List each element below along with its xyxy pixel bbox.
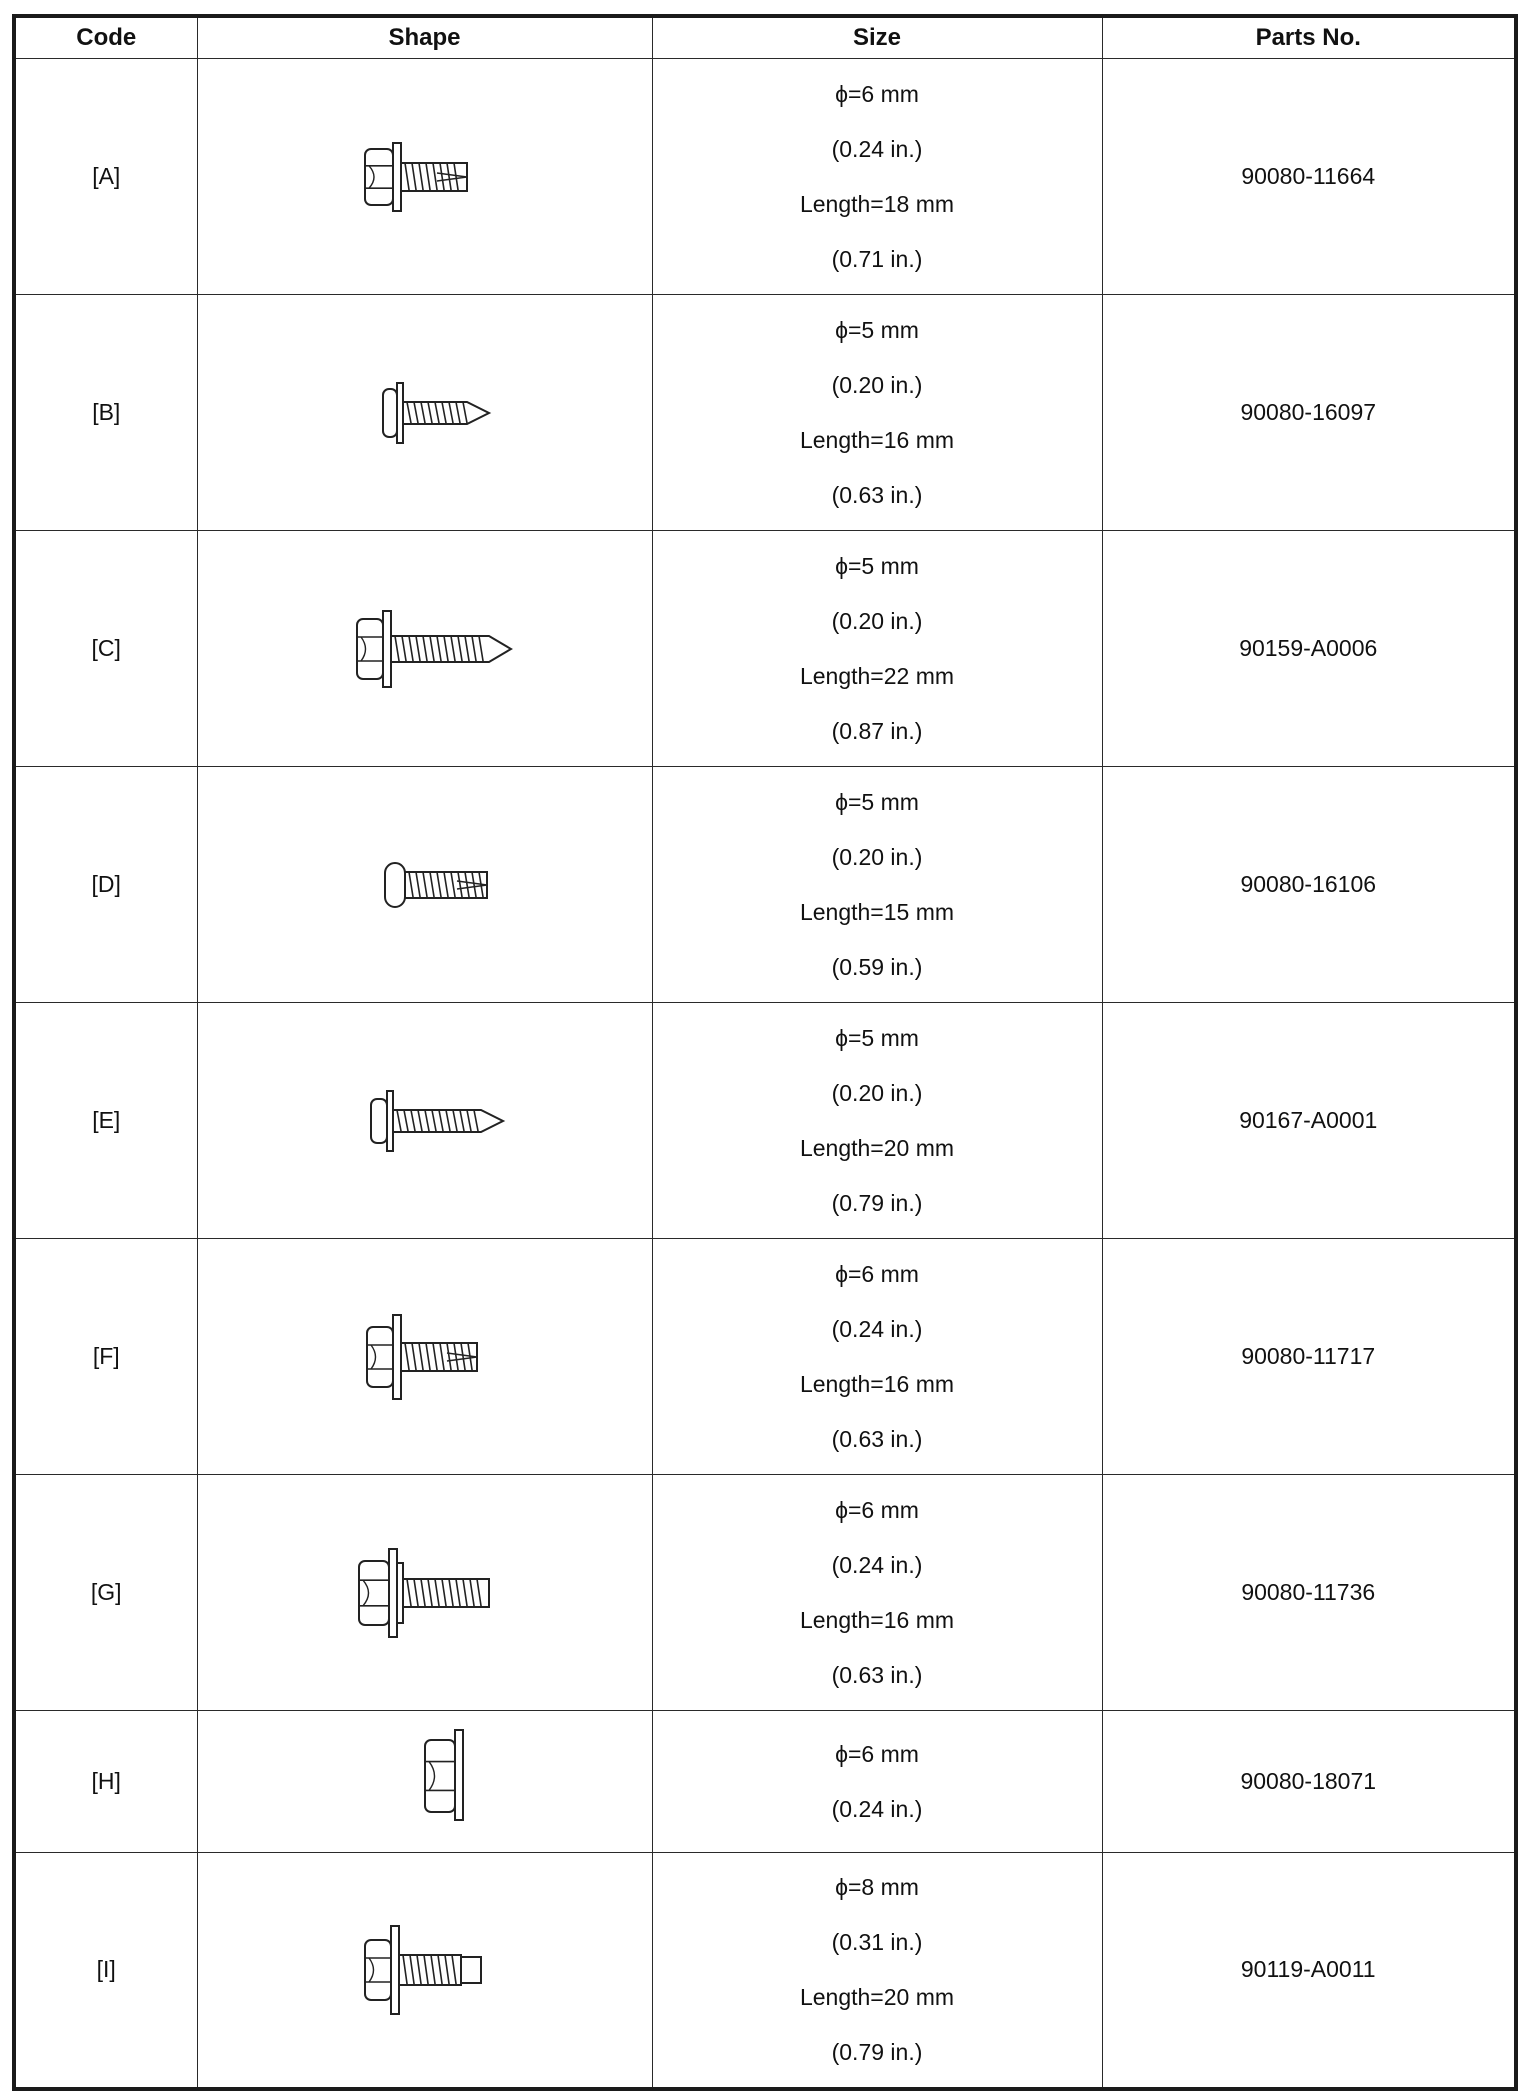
- code-cell: [I]: [14, 1853, 197, 2089]
- table-row: [14, 1239, 1516, 1475]
- size-cell: [652, 295, 1102, 531]
- table-body: [14, 59, 1516, 2089]
- parts-no-cell: 90159-A0006: [1102, 531, 1516, 767]
- table-row: [14, 1711, 1516, 1853]
- parts-no-cell: 90119-A0011: [1102, 1853, 1516, 2089]
- size-line: ϕ=5 mm: [835, 316, 919, 343]
- size-line: (0.20 in.): [831, 1079, 923, 1106]
- screw-flange-tapping-icon: [255, 353, 595, 473]
- size-line: (0.20 in.): [831, 607, 923, 634]
- size-line: ϕ=5 mm: [835, 1024, 919, 1051]
- size-line: (0.24 in.): [831, 1795, 923, 1822]
- nut-hex-flange-icon: [255, 1722, 595, 1842]
- size-line: (0.20 in.): [831, 371, 923, 398]
- size-cell: [652, 59, 1102, 295]
- parts-no-cell: 90080-11736: [1102, 1475, 1516, 1711]
- size-line: (0.24 in.): [831, 1315, 923, 1342]
- table-row: [14, 59, 1516, 295]
- size-cell: [652, 767, 1102, 1003]
- size-line: ϕ=8 mm: [835, 1873, 919, 1900]
- code-cell: [E]: [14, 1003, 197, 1239]
- size-line: (0.87 in.): [831, 717, 923, 744]
- screw-flange-tapping-long-icon: [255, 1061, 595, 1181]
- size-line: Length=16 mm: [799, 426, 955, 453]
- table-row: [14, 1003, 1516, 1239]
- size-line: Length=22 mm: [799, 662, 955, 689]
- parts-no-cell: 90080-16097: [1102, 295, 1516, 531]
- parts-no-cell: 90080-16106: [1102, 767, 1516, 1003]
- size-line: Length=16 mm: [799, 1370, 955, 1397]
- shape-cell: [197, 295, 652, 531]
- parts-no-cell: 90167-A0001: [1102, 1003, 1516, 1239]
- size-line: Length=18 mm: [799, 190, 955, 217]
- code-cell: [G]: [14, 1475, 197, 1711]
- size-line: (0.63 in.): [831, 481, 923, 508]
- code-cell: [H]: [14, 1711, 197, 1853]
- header-size: Size: [652, 16, 1102, 59]
- code-cell: [F]: [14, 1239, 197, 1475]
- size-line: Length=20 mm: [799, 1983, 955, 2010]
- size-line: ϕ=5 mm: [835, 788, 919, 815]
- parts-no-cell: 90080-18071: [1102, 1711, 1516, 1853]
- header-shape: Shape: [197, 16, 652, 59]
- size-line: (0.63 in.): [831, 1425, 923, 1452]
- code-cell: [C]: [14, 531, 197, 767]
- size-line: ϕ=6 mm: [835, 1496, 919, 1523]
- size-cell: [652, 1239, 1102, 1475]
- bolt-hex-washer-thread-forming-icon: [255, 117, 595, 237]
- shape-cell: [197, 59, 652, 295]
- bolt-hex-washer-thread-forming-short-icon: [255, 1297, 595, 1417]
- size-line: (0.20 in.): [831, 843, 923, 870]
- header-parts-no: Parts No.: [1102, 16, 1516, 59]
- size-cell: [652, 1475, 1102, 1711]
- size-line: (0.71 in.): [831, 245, 923, 272]
- size-line: (0.24 in.): [831, 1551, 923, 1578]
- size-line: (0.79 in.): [831, 2038, 923, 2065]
- table-row: [14, 531, 1516, 767]
- screw-hex-washer-tapping-icon: [255, 589, 595, 709]
- shape-cell: [197, 1853, 652, 2089]
- size-line: (0.79 in.): [831, 1189, 923, 1216]
- header-code: Code: [14, 16, 197, 59]
- table-row: [14, 295, 1516, 531]
- size-line: Length=15 mm: [799, 898, 955, 925]
- size-line: ϕ=6 mm: [835, 80, 919, 107]
- shape-cell: [197, 1003, 652, 1239]
- size-line: ϕ=5 mm: [835, 552, 919, 579]
- size-cell: [652, 1711, 1102, 1853]
- table-row: [14, 1475, 1516, 1711]
- parts-table: [12, 14, 1518, 2091]
- size-line: Length=16 mm: [799, 1606, 955, 1633]
- shape-cell: [197, 531, 652, 767]
- parts-no-cell: 90080-11664: [1102, 59, 1516, 295]
- bolt-hex-double-washer-icon: [255, 1533, 595, 1653]
- size-cell: [652, 531, 1102, 767]
- code-cell: [A]: [14, 59, 197, 295]
- shape-cell: [197, 767, 652, 1003]
- size-line: (0.63 in.): [831, 1661, 923, 1688]
- code-cell: [B]: [14, 295, 197, 531]
- table-row: [14, 1853, 1516, 2089]
- shape-cell: [197, 1239, 652, 1475]
- size-line: Length=20 mm: [799, 1134, 955, 1161]
- size-line: ϕ=6 mm: [835, 1260, 919, 1287]
- parts-no-cell: 90080-11717: [1102, 1239, 1516, 1475]
- size-line: ϕ=6 mm: [835, 1740, 919, 1767]
- shape-cell: [197, 1711, 652, 1853]
- size-cell: [652, 1853, 1102, 2089]
- bolt-hex-washer-pilot-icon: [255, 1910, 595, 2030]
- size-line: (0.24 in.): [831, 135, 923, 162]
- header-row: [14, 16, 1516, 59]
- code-cell: [D]: [14, 767, 197, 1003]
- table-row: [14, 767, 1516, 1003]
- screw-pan-head-thread-forming-icon: [255, 825, 595, 945]
- shape-cell: [197, 1475, 652, 1711]
- size-cell: [652, 1003, 1102, 1239]
- size-line: (0.59 in.): [831, 953, 923, 980]
- size-line: (0.31 in.): [831, 1928, 923, 1955]
